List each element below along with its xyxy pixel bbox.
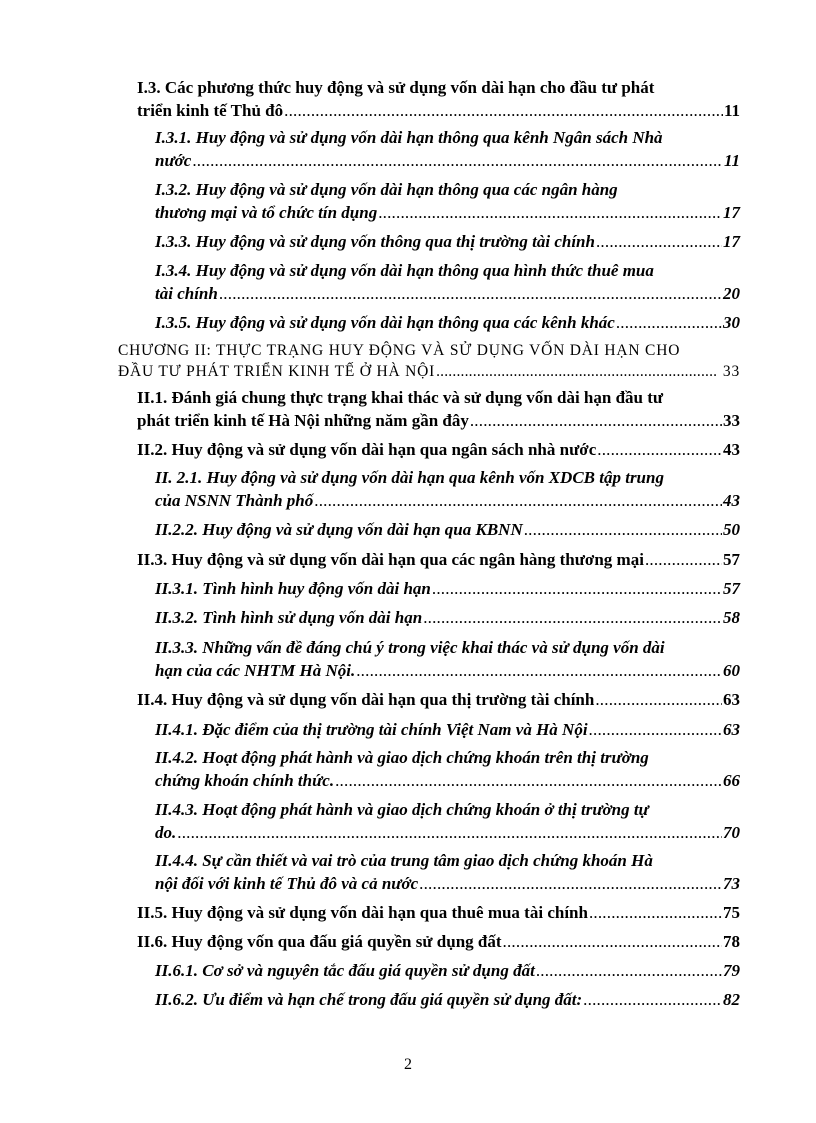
toc-page-number: 78: [723, 932, 740, 951]
toc-entry-title: II.2.2. Huy động và sử dụng vốn dài hạn qua KBNN: [155, 520, 523, 539]
toc-entry: [137, 901, 740, 925]
toc-entry-title: I.3.3. Huy động và sử dụng vốn thông qua thị trường tài chính: [155, 232, 595, 251]
toc-entry-title: II.3. Huy động và sử dụng vốn dài hạn qua các ngân hàng thương mại: [137, 550, 644, 569]
toc-entry-title: II.3.1. Tình hình huy động vốn dài hạn: [155, 579, 431, 598]
toc-entry-title-cont: hạn của các NHTM Hà Nội.: [155, 661, 356, 680]
toc-entry-title: I.3. Các phương thức huy động và sử dụng vốn dài hạn cho đầu tư phát: [137, 78, 655, 97]
dot-leader: [356, 659, 722, 683]
toc-page-number: 43: [723, 491, 740, 510]
toc-entry-title: I.3.5. Huy động và sử dụng vốn dài hạn thông qua các kênh khác: [155, 313, 615, 332]
toc-entry: [137, 688, 740, 712]
toc-entry: [155, 718, 740, 742]
toc-page-number: 58: [723, 608, 740, 627]
toc-page-number: 75: [723, 903, 740, 922]
dot-leader: [524, 518, 722, 542]
toc-entry-title: II.5. Huy động và sử dụng vốn dài hạn qua thuê mua tài chính: [137, 903, 588, 922]
toc-entry-title-cont: nội đối với kinh tế Thủ đô và cả nước: [155, 874, 419, 893]
toc-entry-title: I.3.4. Huy động và sử dụng vốn dài hạn thông qua hình thức thuê mua: [155, 261, 654, 280]
toc-entry-title: II.6. Huy động vốn qua đấu giá quyền sử dụng đất: [137, 932, 502, 951]
dot-leader: [314, 489, 722, 513]
toc-page-number: 82: [723, 990, 740, 1009]
toc-page-number: 63: [723, 690, 740, 709]
toc-entry-title: II.4.4. Sự cần thiết và vai trò của trung tâm giao dịch chứng khoán Hà: [155, 851, 653, 870]
dot-leader: [192, 149, 723, 173]
toc-page-number: 60: [723, 661, 740, 680]
toc-entry: [155, 311, 740, 335]
dot-leader: [595, 688, 722, 712]
toc-entry: [155, 230, 740, 254]
dot-leader: [432, 577, 722, 601]
toc-page-number: 73: [723, 874, 740, 893]
toc-page-number: 17: [723, 232, 740, 251]
toc-page-number: 57: [723, 579, 740, 598]
dot-leader: [335, 769, 722, 793]
toc-entry-title: II.3.2. Tình hình sử dụng vốn dài hạn: [155, 608, 423, 627]
toc-page-number: 30: [723, 313, 740, 332]
toc-entry: [155, 988, 740, 1012]
toc-entry-title: II.1. Đánh giá chung thực trạng khai thác và sử dụng vốn dài hạn đầu tư: [137, 388, 664, 407]
dot-leader: [645, 548, 722, 572]
toc-entry: [155, 577, 740, 601]
dot-leader: [583, 988, 722, 1012]
dot-leader: [589, 718, 722, 742]
dot-leader: [378, 201, 722, 225]
toc-page-number: 66: [723, 771, 740, 790]
toc-page-number: 17: [723, 203, 740, 222]
toc-page-number: 57: [723, 550, 740, 569]
toc-entry-title-cont: tài chính: [155, 284, 218, 303]
toc-page-number: 63: [723, 720, 740, 739]
page-number: 2: [404, 1056, 412, 1073]
toc-entry-title: I.3.1. Huy động và sử dụng vốn dài hạn thông qua kênh Ngân sách Nhà: [155, 128, 663, 147]
dot-leader: [597, 438, 722, 462]
toc-entry: [155, 606, 740, 630]
toc-entry-title: II.4.1. Đặc điểm của thị trường tài chính Việt Nam và Hà Nội: [155, 720, 588, 739]
toc-entry-title: II.4.2. Hoạt động phát hành và giao dịch chứng khoán trên thị trường: [155, 748, 649, 767]
dot-leader: [436, 360, 716, 384]
toc-entry-title: II.2. Huy động và sử dụng vốn dài hạn qua ngân sách nhà nước: [137, 440, 597, 459]
toc-entry-title: CHƯƠNG II: THỰC TRẠNG HUY ĐỘNG VÀ SỬ DỤNG VỐN DÀI HẠN CHO: [118, 342, 681, 359]
toc-page-number: 11: [723, 151, 740, 170]
toc-entry: [155, 959, 740, 983]
toc-page-number: 70: [723, 823, 740, 842]
dot-leader: [589, 901, 722, 925]
dot-leader: [470, 409, 722, 433]
toc-entry-title: I.3.2. Huy động và sử dụng vốn dài hạn thông qua các ngân hàng: [155, 180, 618, 199]
toc-page-number: 33: [723, 411, 740, 430]
toc-page-number: 50: [723, 520, 740, 539]
toc-entry-title-cont: do.: [155, 823, 177, 842]
toc-entry-title: II.6.1. Cơ sở và nguyên tắc đấu giá quyền sử dụng đất: [155, 961, 535, 980]
toc-entry-title-cont: của NSNN Thành phố: [155, 491, 314, 510]
toc-entry-title: II.6.2. Ưu điểm và hạn chế trong đấu giá quyền sử dụng đất:: [155, 990, 583, 1009]
dot-leader: [423, 606, 722, 630]
toc-page-number: 11: [723, 101, 740, 120]
toc-entry: [137, 930, 740, 954]
toc-entry-title-cont: triển kinh tế Thủ đô: [137, 101, 284, 120]
dot-leader: [503, 930, 722, 954]
toc-entry: [137, 548, 740, 572]
toc-entry: [137, 438, 740, 462]
dot-leader: [219, 282, 722, 306]
toc-page-number: 20: [723, 284, 740, 303]
toc-page-number: 33: [722, 363, 740, 380]
toc-entry-title: II. 2.1. Huy động và sử dụng vốn dài hạn qua kênh vốn XDCB tập trung: [155, 468, 664, 487]
toc-page-number: 43: [723, 440, 740, 459]
toc-entry-title: II.3.3. Những vấn đề đáng chú ý trong việc khai thác và sử dụng vốn dài: [155, 638, 665, 657]
toc-entry-title: II.4. Huy động và sử dụng vốn dài hạn qua thị trường tài chính: [137, 690, 595, 709]
dot-leader: [177, 821, 722, 845]
toc-entry-title-cont: thương mại và tổ chức tín dụng: [155, 203, 378, 222]
dot-leader: [596, 230, 722, 254]
dot-leader: [419, 872, 722, 896]
toc-entry-title-cont: chứng khoán chính thức.: [155, 771, 335, 790]
toc-entry-title-cont: nước: [155, 151, 192, 170]
toc-entry-title-cont: phát triển kinh tế Hà Nội những năm gần đây: [137, 411, 469, 430]
toc-page-number: 79: [723, 961, 740, 980]
dot-leader: [284, 99, 723, 123]
toc-entry-title-cont: ĐẦU TƯ PHÁT TRIỂN KINH TẾ Ở HÀ NỘI: [118, 363, 436, 380]
toc-entry: [155, 518, 740, 542]
dot-leader: [616, 311, 722, 335]
toc-entry-title: II.4.3. Hoạt động phát hành và giao dịch chứng khoán ở thị trường tự: [155, 800, 649, 819]
dot-leader: [536, 959, 722, 983]
